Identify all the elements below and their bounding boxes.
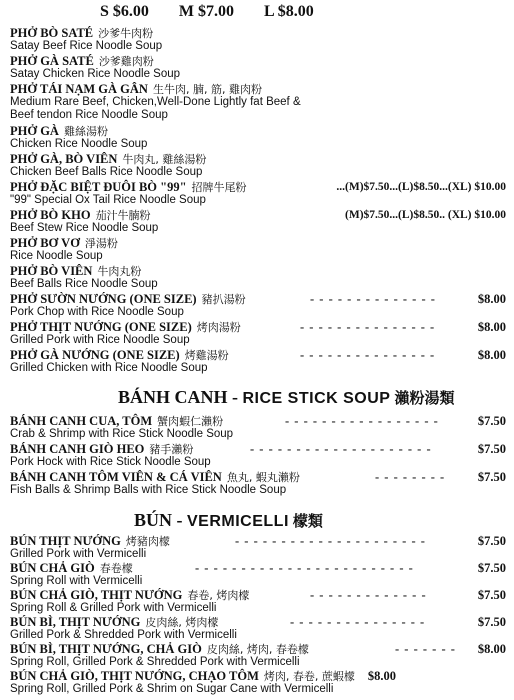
item-name: BÁNH CANH CUA, TÔM: [10, 414, 153, 428]
item-desc: Pork Chop with Rice Noodle Soup: [10, 306, 184, 318]
item-cjk: 豬扒湯粉: [201, 293, 246, 306]
item-name: PHỞ THỊT NƯỚNG (ONE SIZE): [10, 320, 192, 334]
dot-leader: - - - - - - - - - - - - - - - - - - - - - - - -: [195, 561, 414, 575]
item-price: $7.50: [477, 470, 506, 484]
item-desc: Satay Beef Rice Noodle Soup: [10, 40, 163, 52]
item-desc: Beef Balls Rice Noodle Soup: [10, 278, 158, 290]
dot-leader: - - - - - - - - - - - - - - - - - - - -: [250, 442, 432, 456]
menu-item: [10, 208, 506, 235]
item-desc: "99" Special Ox Tail Rice Noodle Soup: [10, 194, 206, 206]
item-name: PHỞ SƯỜN NƯỚNG (ONE SIZE): [10, 292, 197, 306]
item-name: PHỞ BÒ VIÊN: [10, 264, 93, 278]
dot-leader: - - - - - - -: [395, 642, 456, 656]
item-cjk: 春卷檬: [99, 562, 133, 575]
item-name: PHỞ ĐẶC BIỆT ĐUÔI BÒ "99": [10, 180, 187, 194]
menu-item: [10, 320, 506, 347]
item-desc: Spring Roll, Grilled Pork & Shredded Pork with Vermicelli: [10, 656, 300, 668]
item-desc: Grilled Pork & Shredded Pork with Vermicelli: [10, 629, 237, 641]
item-cjk: 皮肉絲, 烤肉, 春卷檬: [206, 643, 309, 656]
item-desc: Spring Roll, Grilled Pork & Shrim on Sugar Cane with Vermicelli: [10, 683, 334, 695]
item-cjk: 沙爹雞肉粉: [98, 55, 154, 68]
menu-item: [10, 348, 506, 375]
dot-leader: - - - - - - - - - - - - -: [310, 588, 427, 602]
dot-leader: - - - - - - - - - - - - - - -: [300, 320, 436, 334]
item-desc: Grilled Pork with Rice Noodle Soup: [10, 334, 190, 346]
section-title-en: RICE STICK SOUP: [242, 390, 391, 407]
item-price: $7.50: [477, 442, 506, 456]
menu-item: [10, 54, 506, 81]
menu-item: [10, 669, 506, 696]
item-cjk: 蟹肉蝦仁瀨粉: [157, 415, 224, 428]
item-cjk: 烤雞湯粉: [184, 349, 229, 362]
item-name: PHỞ GÀ SATÉ: [10, 54, 94, 68]
item-name: PHỞ GÀ: [10, 124, 59, 138]
menu-item: [10, 26, 506, 53]
item-cjk: 烤肉湯粉: [196, 321, 241, 334]
item-cjk: 茄汁牛腩粉: [95, 209, 151, 222]
item-name: PHỞ BÒ KHO: [10, 208, 91, 222]
section-title-banh-canh: [118, 387, 454, 408]
item-desc: Beef Stew Rice Noodle Soup: [10, 222, 159, 234]
menu-item: [10, 124, 506, 151]
item-cjk: 牛肉丸, 雞絲湯粉: [122, 153, 207, 166]
item-cjk: 豬手瀨粉: [149, 443, 194, 456]
section-title-cjk: 瀨粉湯類: [394, 389, 455, 407]
menu-item: [10, 152, 506, 179]
item-name: BÁNH CANH GIÒ HEO: [10, 442, 145, 456]
item-price: $7.50: [477, 615, 506, 629]
item-desc: Crab & Shrimp with Rice Stick Noodle Soup: [10, 428, 234, 440]
item-cjk: 烤豬肉檬: [125, 535, 170, 548]
item-cjk: 牛肉丸粉: [97, 265, 142, 278]
menu-item: [10, 180, 506, 207]
item-name: PHỞ GÀ, BÒ VIÊN: [10, 152, 118, 166]
item-name: PHỞ BƠ VƠ: [10, 236, 80, 250]
price-large: L $8.00: [264, 3, 314, 20]
item-cjk: 招牌牛尾粉: [191, 181, 247, 194]
item-name: BÚN CHẢ GIÒ: [10, 561, 95, 575]
section-title-bun: [134, 510, 323, 531]
menu-item: [10, 82, 506, 122]
dot-leader: - - - - - - - - - - - - - - - - - - - - -: [235, 534, 426, 548]
item-price: $8.00: [477, 292, 506, 306]
item-desc: Satay Chicken Rice Noodle Soup: [10, 68, 181, 80]
dot-leader: - - - - - - - -: [375, 470, 446, 484]
item-desc: Rice Noodle Soup: [10, 250, 103, 262]
item-price: $8.00: [367, 669, 396, 683]
menu-item: [10, 588, 506, 615]
item-cjk: 烤肉, 春卷, 蔗蝦檬: [263, 670, 355, 683]
item-name: PHỞ TÁI NẠM GÀ GÂN: [10, 82, 148, 96]
item-desc: Chicken Beef Balls Rice Noodle Soup: [10, 166, 203, 178]
item-desc: Chicken Rice Noodle Soup: [10, 138, 148, 150]
section-title-vn: BÁNH CANH -: [118, 387, 238, 407]
menu-item: [10, 470, 506, 497]
menu-item: [10, 264, 506, 291]
item-desc: Grilled Pork with Vermicelli: [10, 548, 147, 560]
menu-item: [10, 442, 506, 469]
menu-item: [10, 292, 506, 319]
item-price: ...(M)$7.50...(L)$8.50...(XL) $10.00: [336, 181, 506, 193]
size-price-header: [100, 3, 480, 21]
item-cjk: 春卷, 烤肉檬: [187, 589, 250, 602]
price-small: S $6.00: [100, 3, 149, 20]
item-cjk: 雞絲湯粉: [63, 125, 108, 138]
item-cjk: 皮肉絲, 烤肉檬: [145, 616, 219, 629]
menu-item: [10, 414, 506, 441]
dot-leader: - - - - - - - - - - - - - - -: [300, 348, 436, 362]
section-title-en: VERMICELLI: [187, 513, 289, 530]
item-desc: Grilled Chicken with Rice Noodle Soup: [10, 362, 208, 374]
price-medium: M $7.00: [178, 3, 235, 20]
item-desc: Beef tendon Rice Noodle Soup: [10, 109, 168, 121]
dot-leader: - - - - - - - - - - - - - -: [310, 292, 436, 306]
item-desc: Spring Roll & Grilled Pork with Vermicelli: [10, 602, 217, 614]
item-price: (M)$7.50...(L)$8.50.. (XL) $10.00: [345, 209, 506, 221]
dot-leader: - - - - - - - - - - - - - - - - -: [285, 414, 439, 428]
menu-item: [10, 642, 506, 669]
item-name: BÚN CHẢ GIÒ, THỊT NƯỚNG: [10, 588, 183, 602]
item-cjk: 生牛肉, 腩, 筋, 雞肉粉: [152, 83, 262, 96]
menu-item: [10, 236, 506, 263]
item-cjk: 沙爹牛肉粉: [98, 27, 154, 40]
menu-item: [10, 534, 506, 561]
item-name: BÁNH CANH TÔM VIÊN & CÁ VIÊN: [10, 470, 222, 484]
item-cjk: 淨湯粉: [84, 237, 118, 250]
item-name: BÚN THỊT NƯỚNG: [10, 534, 121, 548]
item-name: PHỞ GÀ NƯỚNG (ONE SIZE): [10, 348, 180, 362]
item-desc: Pork Hock with Rice Stick Noodle Soup: [10, 456, 211, 468]
item-name: BÚN CHẢ GIÒ, THỊT NƯỚNG, CHẠO TÔM: [10, 669, 259, 683]
item-price: $8.00: [477, 348, 506, 362]
menu-item: [10, 615, 506, 642]
item-price: $7.50: [477, 534, 506, 548]
menu-item: [10, 561, 506, 588]
item-price: $7.50: [477, 561, 506, 575]
item-name: BÚN BÌ, THỊT NƯỚNG, CHẢ GIÒ: [10, 642, 202, 656]
item-price: $8.00: [477, 642, 506, 656]
item-cjk: 魚丸, 蝦丸瀨粉: [226, 471, 300, 484]
item-name: BÚN BÌ, THỊT NƯỚNG: [10, 615, 141, 629]
dot-leader: - - - - - - - - - - - - - - -: [290, 615, 426, 629]
item-desc: Medium Rare Beef, Chicken,Well-Done Lightly fat Beef &: [10, 96, 301, 108]
section-title-cjk: 檬類: [292, 512, 323, 530]
item-price: $8.00: [477, 320, 506, 334]
section-title-vn: BÚN -: [134, 510, 183, 530]
item-price: $7.50: [477, 588, 506, 602]
item-price: $7.50: [477, 414, 506, 428]
item-desc: Spring Roll with Vermicelli: [10, 575, 143, 587]
item-desc: Fish Balls & Shrimp Balls with Rice Stick Noodle Soup: [10, 484, 287, 496]
item-name: PHỞ BÒ SATÉ: [10, 26, 94, 40]
